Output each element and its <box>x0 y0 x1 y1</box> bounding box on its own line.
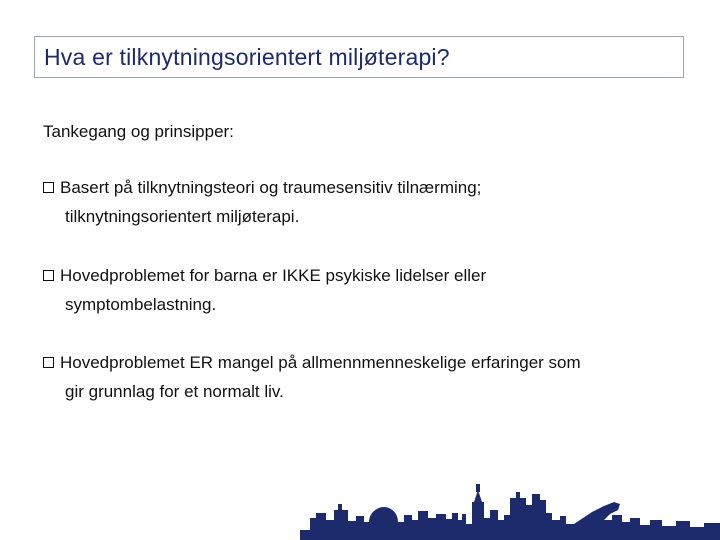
bullet-text-line1: Hovedproblemet for barna er IKKE psykiske lidelser eller <box>60 266 487 285</box>
bullet-text-line1: Basert på tilknytningsteori og traumesensitiv tilnærming; <box>60 178 482 197</box>
bullet-item <box>43 261 693 319</box>
checkbox-square-icon <box>43 357 54 368</box>
bullet-text-line2: gir grunnlag for et normalt liv. <box>65 382 284 401</box>
checkbox-square-icon <box>43 182 54 193</box>
bullet-text-line2: symptombelastning. <box>65 295 217 314</box>
checkbox-square-icon <box>43 270 54 281</box>
bullet-item <box>43 173 693 231</box>
bullet-text-line2: tilknytningsorientert miljøterapi. <box>65 207 300 226</box>
slide-title: Hva er tilknytningsorientert miljøterapi? <box>44 43 450 70</box>
bullet-item <box>43 348 693 406</box>
city-skyline-graphic <box>0 480 720 540</box>
bullet-text-line1: Hovedproblemet ER mangel på allmennmenneskelige erfaringer som <box>60 353 581 372</box>
title-frame <box>34 36 684 78</box>
slide-subtitle: Tankegang og prinsipper: <box>43 122 234 141</box>
